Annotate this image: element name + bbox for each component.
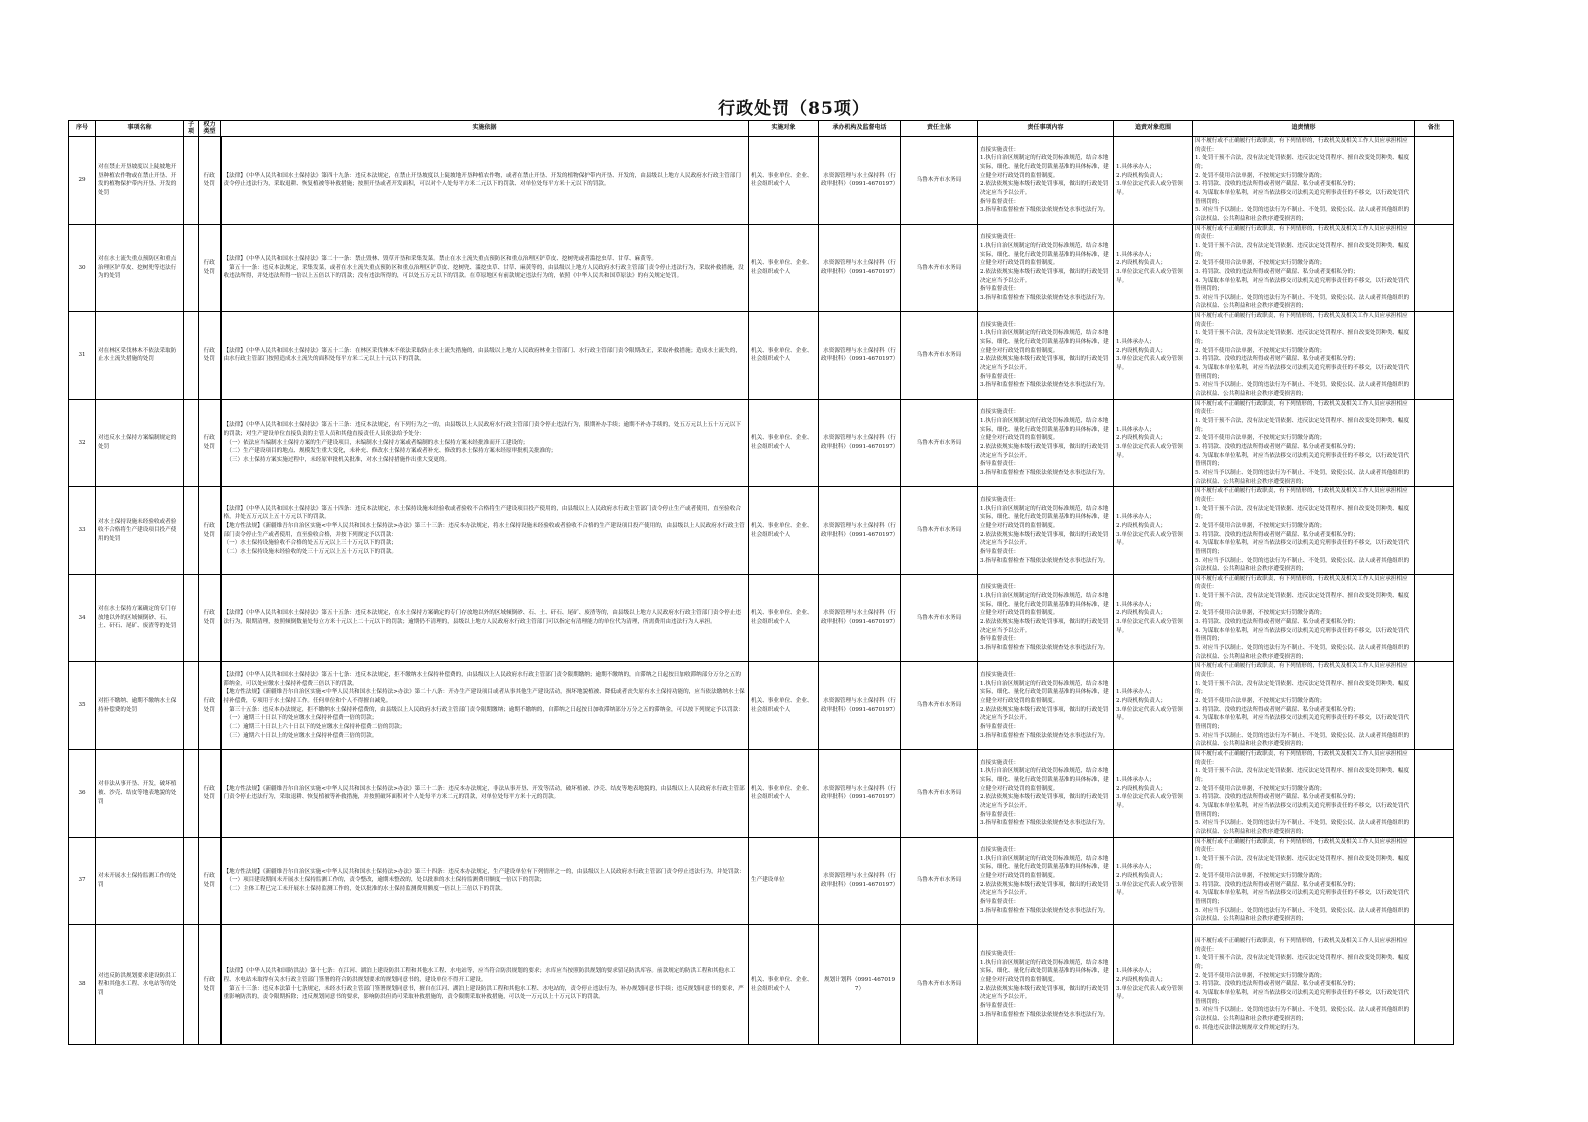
- row-number-cell: 35: [69, 662, 96, 750]
- remark-cell: [1415, 749, 1454, 837]
- subitem-cell: [184, 837, 199, 925]
- cases-text: 因不履行或不正确履行行政职责，有下列情形的，行政机关及相关工作人员应承担相应的责任： 1. 处罚干预不合法，没有法定处罚依据、违反法定处罚程序、擅自改变处罚种类、幅度的； 2. 处罚不使用合法单据，不按规定实行罚缴分离的； 3. 将罚款、没收的违法所得或者财产截留、私分或者变相私分的； 4. 为谋取本单位私利，对应当依法移交司法机关追究刑事责任的不移交，以行政处罚代替刑罚的； 5. 对应当予以制止、处罚的违法行为不制止、不处罚，致使公民、法人或者其他组织的合法权益、公共利益和社会秩序遭受损害的；: [1195, 937, 1410, 1022]
- target-cell: 机关、事业单位、企业、社会组织或个人: [749, 662, 819, 750]
- agency-cell: 水资源管理与水土保持科（行政审批科）（0991-4670197）: [819, 312, 901, 400]
- agency-cell: 水资源管理与水土保持科（行政审批科）（0991-4670197）: [819, 487, 901, 575]
- subitem-cell: [184, 925, 199, 1045]
- basis-cell: 【地方性法规】《新疆维吾尔自治区实施<中华人民共和国水土保持法>办法》第三十二条：违反本办法规定，非法从事开垦、开发等活动，破坏植被、沙壳、结皮等地表地貌的，由县级以上人民政府水行政主管部门责令停止违法行为，采取退耕、恢复植被等补救措施，并按照破坏面积对个人处每平方米二元的罚款，对单位处每平方米十元的罚款。: [221, 749, 749, 837]
- header-col-agency: 承办机构及监督电话: [819, 121, 901, 137]
- subitem-cell: [184, 487, 199, 575]
- header-col-basis: 实施依据: [221, 121, 749, 137]
- duty-cell: 直接实施责任： 1.执行自治区规制定的行政处罚标准规范，结合本地实际，细化、量化行政处罚裁量基准的具体标准，建立健全对行政处罚的监督制度。 2.依法依规实施本级行政处罚事项，做出的行政处罚决定应当予以公开。 指导监督责任： 3.指导和监督检查下级依法依规查处水事违法行为。: [978, 312, 1114, 400]
- subject-cell: 乌鲁木齐市水务局: [901, 312, 978, 400]
- row-number-cell: 36: [69, 749, 96, 837]
- accountability-cases-cell: 因不履行或不正确履行行政职责，有下列情形的，行政机关及相关工作人员应承担相应的责任： 1. 处罚干预不合法，没有法定处罚依据、违反法定处罚程序、擅自改变处罚种类、幅度的； 2. 处罚不使用合法单据，不按规定实行罚缴分离的； 3. 将罚款、没收的违法所得或者财产截留、私分或者变相私分的； 4. 为谋取本单位私利，对应当依法移交司法机关追究刑事责任的不移交，以行政处罚代替刑罚的； 5. 对应当予以制止、处罚的违法行为不制止、不处罚，致使公民、法人或者其他组织的合法权益、公共利益和社会秩序遭受损害的；: [1193, 574, 1415, 662]
- accountability-cases-cell: 因不履行或不正确履行行政职责，有下列情形的，行政机关及相关工作人员应承担相应的责任： 1. 处罚干预不合法，没有法定处罚依据、违反法定处罚程序、擅自改变处罚种类、幅度的； 2. 处罚不使用合法单据，不按规定实行罚缴分离的； 3. 将罚款、没收的违法所得或者财产截留、私分或者变相私分的； 4. 为谋取本单位私利，对应当依法移交司法机关追究刑事责任的不移交，以行政处罚代替刑罚的； 5. 对应当予以制止、处罚的违法行为不制止、不处罚，致使公民、法人或者其他组织的合法权益、公共利益和社会秩序遭受损害的；: [1193, 487, 1415, 575]
- accountability-scope-cell: 1.具体承办人； 2.内设机构负责人； 3.单位法定代表人或分管领导。: [1114, 399, 1193, 487]
- target-cell: 机关、事业单位、企业、社会组织或个人: [749, 312, 819, 400]
- subitem-cell: [184, 137, 199, 225]
- header-col-item-name: 事项名称: [96, 121, 184, 137]
- subject-cell: 乌鲁木齐市水务局: [901, 224, 978, 312]
- header-col-subitem: 子项: [184, 121, 199, 137]
- header-col-no: 序号: [69, 121, 96, 137]
- header-col-target: 实施对象: [749, 121, 819, 137]
- accountability-cases-cell: 因不履行或不正确履行行政职责，有下列情形的，行政机关及相关工作人员应承担相应的责任： 1. 处罚干预不合法，没有法定处罚依据、违反法定处罚程序、擅自改变处罚种类、幅度的； 2. 处罚不使用合法单据，不按规定实行罚缴分离的； 3. 将罚款、没收的违法所得或者财产截留、私分或者变相私分的； 4. 为谋取本单位私利，对应当依法移交司法机关追究刑事责任的不移交，以行政处罚代替刑罚的； 5. 对应当予以制止、处罚的违法行为不制止、不处罚，致使公民、法人或者其他组织的合法权益、公共利益和社会秩序遭受损害的；: [1193, 137, 1415, 225]
- subject-cell: 乌鲁木齐市水务局: [901, 837, 978, 925]
- table-row: [69, 312, 1454, 400]
- duty-cell: 直接实施责任： 1.执行自治区规制定的行政处罚标准规范，结合本地实际，细化、量化行政处罚裁量基准的具体标准，建立健全对行政处罚的监督制度。 2.依法依规实施本级行政处罚事项，做出的行政处罚决定应当予以公开。 指导监督责任： 3.指导和监督检查下级依法依规查处水事违法行为。: [978, 662, 1114, 750]
- item-name-cell: 对违反水土保持方案编制规定的处罚: [96, 399, 184, 487]
- power-type-cell: 行政处罚: [199, 137, 221, 225]
- remark-cell: [1415, 487, 1454, 575]
- target-cell: 机关、事业单位、企业、社会组织或个人: [749, 925, 819, 1045]
- table-header-row: [69, 121, 1454, 137]
- power-type-cell: 行政处罚: [199, 925, 221, 1045]
- header-col-subject: 责任主体: [901, 121, 978, 137]
- page-title: 行政处罚（85项）: [718, 99, 870, 119]
- agency-cell: 规划计划科（0991-4670197）: [819, 925, 901, 1045]
- accountability-scope-cell: 1.具体承办人； 2.内设机构负责人； 3.单位法定代表人或分管领导。: [1114, 224, 1193, 312]
- remark-cell: [1415, 224, 1454, 312]
- accountability-cases-cell: 因不履行或不正确履行行政职责，有下列情形的，行政机关及相关工作人员应承担相应的责任： 1. 处罚干预不合法，没有法定处罚依据、违反法定处罚程序、擅自改变处罚种类、幅度的； 2. 处罚不使用合法单据，不按规定实行罚缴分离的； 3. 将罚款、没收的违法所得或者财产截留、私分或者变相私分的； 4. 为谋取本单位私利，对应当依法移交司法机关追究刑事责任的不移交，以行政处罚代替刑罚的； 5. 对应当予以制止、处罚的违法行为不制止、不处罚，致使公民、法人或者其他组织的合法权益、公共利益和社会秩序遭受损害的；: [1193, 399, 1415, 487]
- item-name-cell: 对拒不缴纳、逾期不缴纳水土保持补偿费的处罚: [96, 662, 184, 750]
- accountability-scope-cell: 1.具体承办人； 2.内设机构负责人； 3.单位法定代表人或分管领导。: [1114, 662, 1193, 750]
- subject-cell: 乌鲁木齐市水务局: [901, 399, 978, 487]
- target-cell: 机关、事业单位、企业、社会组织或个人: [749, 224, 819, 312]
- power-type-cell: 行政处罚: [199, 312, 221, 400]
- agency-cell: 水资源管理与水土保持科（行政审批科）（0991-4670197）: [819, 137, 901, 225]
- row-number-cell: 31: [69, 312, 96, 400]
- table-row: [69, 399, 1454, 487]
- item-name-cell: 对在禁止开垦坡度以上陡坡地开垦种植农作物或在禁止开垦、开发的植物保护带内开垦、开发的处罚: [96, 137, 184, 225]
- subject-cell: 乌鲁木齐市水务局: [901, 749, 978, 837]
- agency-cell: 水资源管理与水土保持科（行政审批科）（0991-4670197）: [819, 224, 901, 312]
- item-name-cell: 对水土保持设施未经验收或者验收不合格将生产建设项目投产使用的处罚: [96, 487, 184, 575]
- basis-cell: 【法律】《中华人民共和国水土保持法》第五十三条：违反本法规定，有下列行为之一的，由县级以上人民政府水行政主管部门责令停止违法行为，限期补办手续；逾期不补办手续的，处五万元以上五十万元以下的罚款；对生产建设单位直接负责的主管人员和其他直接责任人员依法给予处分： （一）依法应当编制水土保持方案的生产建设项目，未编制水土保持方案或者编制的水土保持方案未经批准而开工建设的； （二）生产建设项目的地点、规模发生重大变化，未补充、修改水土保持方案或者补充、修改的水土保持方案未经原审批机关批准的； （三）水土保持方案实施过程中，未经原审批机关批准，对水土保持措施作出重大变更的。: [221, 399, 749, 487]
- accountability-scope-cell: 1.具体承办人； 2.内设机构负责人； 3.单位法定代表人或分管领导。: [1114, 487, 1193, 575]
- item-name-cell: 对未开展水土保持监测工作的处罚: [96, 837, 184, 925]
- row-number-cell: 38: [69, 925, 96, 1045]
- target-cell: 机关、事业单位、企业、社会组织或个人: [749, 574, 819, 662]
- remark-cell: [1415, 399, 1454, 487]
- table-row: [69, 662, 1454, 750]
- subject-cell: 乌鲁木齐市水务局: [901, 662, 978, 750]
- target-cell: 机关、事业单位、企业、社会组织或个人: [749, 749, 819, 837]
- subitem-cell: [184, 312, 199, 400]
- row-number-cell: 33: [69, 487, 96, 575]
- accountability-cases-cell: 因不履行或不正确履行行政职责，有下列情形的，行政机关及相关工作人员应承担相应的责任： 1. 处罚干预不合法，没有法定处罚依据、违反法定处罚程序、擅自改变处罚种类、幅度的； 2. 处罚不使用合法单据，不按规定实行罚缴分离的； 3. 将罚款、没收的违法所得或者财产截留、私分或者变相私分的； 4. 为谋取本单位私利，对应当依法移交司法机关追究刑事责任的不移交，以行政处罚代替刑罚的； 5. 对应当予以制止、处罚的违法行为不制止、不处罚，致使公民、法人或者其他组织的合法权益、公共利益和社会秩序遭受损害的；: [1193, 749, 1415, 837]
- accountability-cases-cell: 因不履行或不正确履行行政职责，有下列情形的，行政机关及相关工作人员应承担相应的责任： 1. 处罚干预不合法，没有法定处罚依据、违反法定处罚程序、擅自改变处罚种类、幅度的； 2. 处罚不使用合法单据，不按规定实行罚缴分离的； 3. 将罚款、没收的违法所得或者财产截留、私分或者变相私分的； 4. 为谋取本单位私利，对应当依法移交司法机关追究刑事责任的不移交，以行政处罚代替刑罚的； 5. 对应当予以制止、处罚的违法行为不制止、不处罚，致使公民、法人或者其他组织的合法权益、公共利益和社会秩序遭受损害的；: [1193, 662, 1415, 750]
- duty-cell: 直接实施责任： 1.执行自治区规制定的行政处罚标准规范，结合本地实际，细化、量化行政处罚裁量基准的具体标准，建立健全对行政处罚的监督制度。 2.依法依规实施本级行政处罚事项，做出的行政处罚决定应当予以公开。 指导监督责任： 3.指导和监督检查下级依法依规查处水事违法行为。: [978, 224, 1114, 312]
- table-row: [69, 137, 1454, 225]
- basis-cell: 【法律】《中华人民共和国水土保持法》第五十七条：违反本法规定，拒不缴纳水土保持补偿费的，由县级以上人民政府水行政主管部门责令限期缴纳；逾期不缴纳的，自滞纳之日起按日加收滞纳部分万分之五的滞纳金，可以处应缴水土保持补偿费三倍以下的罚款。 【地方性法规】《新疆维吾尔自治区实施<中华人民共和国水土保持法>办法》第二十八条：开办生产建设项目或者从事其他生产建设活动，损坏地貌植被、降低或者丧失原有水土保持功能的，应当依法缴纳水土保持补偿费，专项用于水土保持工作。任何单位和个人不得擅自减免。 第三十五条：违反本办法规定，拒不缴纳水土保持补偿费的，由县级以上人民政府水行政主管部门责令限期缴纳；逾期不缴纳的，自滞纳之日起按日加收滞纳部分万分之五的滞纳金，可以按下列规定予以罚款： （一）逾期三十日以下的处应缴水土保持补偿费一倍的罚款； （二）逾期三十日以上六十日以下的处应缴水土保持补偿费二倍的罚款； （三）逾期六十日以上的处应缴水土保持补偿费三倍的罚款。: [221, 662, 749, 750]
- duty-cell: 直接实施责任： 1.执行自治区规制定的行政处罚标准规范，结合本地实际，细化、量化行政处罚裁量基准的具体标准，建立健全对行政处罚的监督制度。 2.依法依规实施本级行政处罚事项，做出的行政处罚决定应当予以公开。 指导监督责任： 3.指导和监督检查下级依法依规查处水事违法行为。: [978, 837, 1114, 925]
- accountability-scope-cell: 1.具体承办人； 2.内设机构负责人； 3.单位法定代表人或分管领导。: [1114, 137, 1193, 225]
- accountability-scope-cell: 1.具体承办人； 2.内设机构负责人； 3.单位法定代表人或分管领导。: [1114, 312, 1193, 400]
- table-row: [69, 487, 1454, 575]
- remark-cell: [1415, 925, 1454, 1045]
- row-number-cell: 37: [69, 837, 96, 925]
- power-type-cell: 行政处罚: [199, 224, 221, 312]
- accountability-scope-cell: 1.具体承办人； 2.内设机构负责人； 3.单位法定代表人或分管领导。: [1114, 837, 1193, 925]
- table-row: [69, 574, 1454, 662]
- basis-cell: 【法律】《中华人民共和国防洪法》第十七条：在江河、湖泊上建设防洪工程和其他水工程、水电站等，应当符合防洪规划的要求；水库应当按照防洪规划的要求留足防洪库容。前款规定的防洪工程和其他水工程、水电站未取得有关水行政主管部门签署的符合防洪规划要求的规划同意书的，建设单位不得开工建设。 第五十三条：违反本法第十七条规定，未经水行政主管部门签署规划同意书，擅自在江河、湖泊上建设防洪工程和其他水工程、水电站的，责令停止违法行为，补办规划同意书手续；违反规划同意书的要求，严重影响防洪的，责令限期拆除；违反规划同意书的要求，影响防洪但尚可采取补救措施的，责令限期采取补救措施，可以处一万元以上十万元以下的罚款。: [221, 925, 749, 1045]
- subject-cell: 乌鲁木齐市水务局: [901, 137, 978, 225]
- accountability-scope-cell: 1.具体承办人； 2.内设机构负责人； 3.单位法定代表人或分管领导。: [1114, 749, 1193, 837]
- power-type-cell: 行政处罚: [199, 487, 221, 575]
- agency-cell: 水资源管理与水土保持科（行政审批科）（0991-4670197）: [819, 837, 901, 925]
- header-col-cases: 追责情形: [1193, 121, 1415, 137]
- agency-cell: 水资源管理与水土保持科（行政审批科）（0991-4670197）: [819, 574, 901, 662]
- target-cell: 机关、事业单位、企业、社会组织或个人: [749, 137, 819, 225]
- subject-cell: 乌鲁木齐市水务局: [901, 574, 978, 662]
- table-row: [69, 837, 1454, 925]
- penalty-table: [68, 120, 1454, 1045]
- target-cell: 生产建设单位: [749, 837, 819, 925]
- duty-cell: 直接实施责任： 1.执行自治区规制定的行政处罚标准规范，结合本地实际，细化、量化行政处罚裁量基准的具体标准，建立健全对行政处罚的监督制度。 2.依法依规实施本级行政处罚事项，做出的行政处罚决定应当予以公开。 指导监督责任： 3.指导和监督检查下级依法依规查处水事违法行为。: [978, 749, 1114, 837]
- header-col-power-type: 权力类型: [199, 121, 221, 137]
- power-type-cell: 行政处罚: [199, 837, 221, 925]
- accountability-cases-cell: 因不履行或不正确履行行政职责，有下列情形的，行政机关及相关工作人员应承担相应的责任： 1. 处罚干预不合法，没有法定处罚依据、违反法定处罚程序、擅自改变处罚种类、幅度的； 2. 处罚不使用合法单据，不按规定实行罚缴分离的； 3. 将罚款、没收的违法所得或者财产截留、私分或者变相私分的； 4. 为谋取本单位私利，对应当依法移交司法机关追究刑事责任的不移交，以行政处罚代替刑罚的； 5. 对应当予以制止、处罚的违法行为不制止、不处罚，致使公民、法人或者其他组织的合法权益、公共利益和社会秩序遭受损害的；: [1193, 312, 1415, 400]
- row-number-cell: 32: [69, 399, 96, 487]
- subitem-cell: [184, 749, 199, 837]
- accountability-cases-cell: 因不履行或不正确履行行政职责，有下列情形的，行政机关及相关工作人员应承担相应的责任： 1. 处罚干预不合法，没有法定处罚依据、违反法定处罚程序、擅自改变处罚种类、幅度的； 2. 处罚不使用合法单据，不按规定实行罚缴分离的； 3. 将罚款、没收的违法所得或者财产截留、私分或者变相私分的； 4. 为谋取本单位私利，对应当依法移交司法机关追究刑事责任的不移交，以行政处罚代替刑罚的； 5. 对应当予以制止、处罚的违法行为不制止、不处罚，致使公民、法人或者其他组织的合法权益、公共利益和社会秩序遭受损害的；: [1193, 224, 1415, 312]
- header-col-duty: 责任事项内容: [978, 121, 1114, 137]
- accountability-scope-cell: 1.具体承办人； 2.内设机构负责人； 3.单位法定代表人或分管领导。: [1114, 574, 1193, 662]
- subitem-cell: [184, 399, 199, 487]
- remark-cell: [1415, 837, 1454, 925]
- accountability-scope-cell: 1.具体承办人； 2.内设机构负责人； 3.单位法定代表人或分管领导。: [1114, 925, 1193, 1045]
- basis-cell: 【法律】《中华人民共和国水土保持法》第四十九条：违反本法规定，在禁止开垦坡度以上陡坡地开垦种植农作物，或者在禁止开垦、开发的植物保护带内开垦、开发的，由县级以上地方人民政府水行政主管部门责令停止违法行为，采取退耕、恢复植被等补救措施；按照开垦或者开发面积，可以对个人处每平方米二元以下的罚款、对单位处每平方米十元以下的罚款。: [221, 137, 749, 225]
- cases-extra-text: 6. 其他违反法律法规规章文件规定的行为。: [1195, 1024, 1303, 1031]
- accountability-cases-cell: 因不履行或不正确履行行政职责，有下列情形的，行政机关及相关工作人员应承担相应的责任： 1. 处罚干预不合法，没有法定处罚依据、违反法定处罚程序、擅自改变处罚种类、幅度的； 2. 处罚不使用合法单据，不按规定实行罚缴分离的； 3. 将罚款、没收的违法所得或者财产截留、私分或者变相私分的； 4. 为谋取本单位私利，对应当依法移交司法机关追究刑事责任的不移交，以行政处罚代替刑罚的； 5. 对应当予以制止、处罚的违法行为不制止、不处罚，致使公民、法人或者其他组织的合法权益、公共利益和社会秩序遭受损害的；: [1193, 837, 1415, 925]
- target-cell: 机关、事业单位、企业、社会组织或个人: [749, 399, 819, 487]
- item-name-cell: 对在水土保持方案确定的专门存放地以外的区域倾倒砂、石、土、矸石、尾矿、废渣等的处罚: [96, 574, 184, 662]
- basis-cell: 【法律】《中华人民共和国水土保持法》第五十五条：违反本法规定，在水土保持方案确定的专门存放地以外的区域倾倒砂、石、土、矸石、尾矿、废渣等的，由县级以上地方人民政府水行政主管部门责令停止违法行为，限期清理，按照倾倒数量处每立方米十元以上二十元以下的罚款；逾期仍不清理的，县级以上地方人民政府水行政主管部门可以指定有清理能力的单位代为清理，所需费用由违法行为人承担。: [221, 574, 749, 662]
- agency-cell: 水资源管理与水土保持科（行政审批科）（0991-4670197）: [819, 399, 901, 487]
- basis-cell: 【地方性法规】《新疆维吾尔自治区实施<中华人民共和国水土保持法>办法》第三十四条：违反本办法规定，生产建设单位有下列情形之一的，由县级以上人民政府水行政主管部门责令停止违法行为，并处罚款： （一）项目建设期间未开展水土保持监测工作的，责令整改，逾期未整改的，处以批准的水土保持监测费用额度一倍以下的罚款； （二）主体工程已完工未开展水土保持监测工作的，处以批准的水土保持监测费用额度一倍以上三倍以下的罚款。: [221, 837, 749, 925]
- subitem-cell: [184, 662, 199, 750]
- remark-cell: [1415, 137, 1454, 225]
- duty-cell: 直接实施责任： 1.执行自治区规制定的行政处罚标准规范，结合本地实际，细化、量化行政处罚裁量基准的具体标准，建立健全对行政处罚的监督制度。 2.依法依规实施本级行政处罚事项，做出的行政处罚决定应当予以公开。 指导监督责任： 3.指导和监督检查下级依法依规查处水事违法行为。: [978, 399, 1114, 487]
- item-name-cell: 对非法从事开垦、开发，破坏植被、沙壳、结皮等地表地貌的处罚: [96, 749, 184, 837]
- item-name-cell: 对违反防洪规划要求建设防洪工程和其他水工程、水电站等的处罚: [96, 925, 184, 1045]
- item-name-cell: 对在水土流失重点预防区和重点治理区铲草皮、挖树兜等违法行为的处罚: [96, 224, 184, 312]
- header-col-scope: 追责对象范围: [1114, 121, 1193, 137]
- duty-cell: 直接实施责任： 1.执行自治区规制定的行政处罚标准规范，结合本地实际，细化、量化行政处罚裁量基准的具体标准，建立健全对行政处罚的监督制度。 2.依法依规实施本级行政处罚事项，做出的行政处罚决定应当予以公开。 指导监督责任： 3.指导和监督检查下级依法依规查处水事违法行为。: [978, 925, 1114, 1045]
- remark-cell: [1415, 662, 1454, 750]
- target-cell: 机关、事业单位、企业、社会组织或个人: [749, 487, 819, 575]
- duty-cell: 直接实施责任： 1.执行自治区规制定的行政处罚标准规范，结合本地实际，细化、量化行政处罚裁量基准的具体标准，建立健全对行政处罚的监督制度。 2.依法依规实施本级行政处罚事项，做出的行政处罚决定应当予以公开。 指导监督责任： 3.指导和监督检查下级依法依规查处水事违法行为。: [978, 487, 1114, 575]
- row-number-cell: 29: [69, 137, 96, 225]
- remark-cell: [1415, 312, 1454, 400]
- table-row: [69, 925, 1454, 1045]
- subitem-cell: [184, 224, 199, 312]
- basis-cell: 【法律】《中华人民共和国水土保持法》第五十四条：违反本法规定，水土保持设施未经验收或者验收不合格将生产建设项目投产使用的，由县级以上人民政府水行政主管部门责令停止生产或者使用，直至验收合格，并处五万元以上五十万元以下的罚款。 【地方性法规】《新疆维吾尔自治区实施<中华人民共和国水土保持法>办法》第三十三条：违反本办法规定，将水土保持设施未经验收或者验收不合格的生产建设项目投产使用的，由县级以上人民政府水行政主管部门责令停止生产或者使用，直至验收合格，并按下列规定予以罚款： （一）水土保持设施验收不合格的处五万元以上三十万元以下的罚款； （二）水土保持设施未经验收的处三十万元以上五十万元以下的罚款。: [221, 487, 749, 575]
- power-type-cell: 行政处罚: [199, 662, 221, 750]
- table-row: [69, 224, 1454, 312]
- agency-cell: 水资源管理与水土保持科（行政审批科）（0991-4670197）: [819, 749, 901, 837]
- agency-cell: 水资源管理与水土保持科（行政审批科）（0991-4670197）: [819, 662, 901, 750]
- row-number-cell: 30: [69, 224, 96, 312]
- header-col-remark: 备注: [1415, 121, 1454, 137]
- power-type-cell: 行政处罚: [199, 749, 221, 837]
- duty-cell: 直接实施责任： 1.执行自治区规制定的行政处罚标准规范，结合本地实际，细化、量化行政处罚裁量基准的具体标准，建立健全对行政处罚的监督制度。 2.依法依规实施本级行政处罚事项，做出的行政处罚决定应当予以公开。 指导监督责任： 3.指导和监督检查下级依法依规查处水事违法行为。: [978, 137, 1114, 225]
- power-type-cell: 行政处罚: [199, 574, 221, 662]
- subitem-cell: [184, 574, 199, 662]
- accountability-cases-cell: [1193, 925, 1415, 1045]
- table-row: [69, 749, 1454, 837]
- subject-cell: 乌鲁木齐市水务局: [901, 487, 978, 575]
- basis-cell: 【法律】《中华人民共和国水土保持法》第五十二条：在林区采伐林木不依法采取防止水土流失措施的，由县级以上地方人民政府林业主管部门、水行政主管部门责令限期改正，采取补救措施；造成水土流失的，由水行政主管部门按照造成水土流失的面积处每平方米二元以上十元以下的罚款。: [221, 312, 749, 400]
- duty-cell: 直接实施责任： 1.执行自治区规制定的行政处罚标准规范，结合本地实际，细化、量化行政处罚裁量基准的具体标准，建立健全对行政处罚的监督制度。 2.依法依规实施本级行政处罚事项，做出的行政处罚决定应当予以公开。 指导监督责任： 3.指导和监督检查下级依法依规查处水事违法行为。: [978, 574, 1114, 662]
- remark-cell: [1415, 574, 1454, 662]
- basis-cell: 【法律】《中华人民共和国水土保持法》第二十一条：禁止毁林、毁草开垦和采集发菜。禁止在水土流失重点预防区和重点治理区铲草皮、挖树兜或者滥挖虫草、甘草、麻黄等。 第五十一条：违反本法规定，采集发菜，或者在水土流失重点预防区和重点治理区铲草皮、挖树兜、滥挖虫草、甘草、麻黄等的，由县级以上地方人民政府水行政主管部门责令停止违法行为，采取补救措施，没收违法所得，并处违法所得一倍以上五倍以下的罚款；没有违法所得的，可以处五万元以下的罚款。在草原地区有前款规定违法行为的，依照《中华人民共和国草原法》的有关规定处罚。: [221, 224, 749, 312]
- power-type-cell: 行政处罚: [199, 399, 221, 487]
- row-number-cell: 34: [69, 574, 96, 662]
- item-name-cell: 对在林区采伐林木不依法采取防止水土流失措施的处罚: [96, 312, 184, 400]
- subject-cell: 乌鲁木齐市水务局: [901, 925, 978, 1045]
